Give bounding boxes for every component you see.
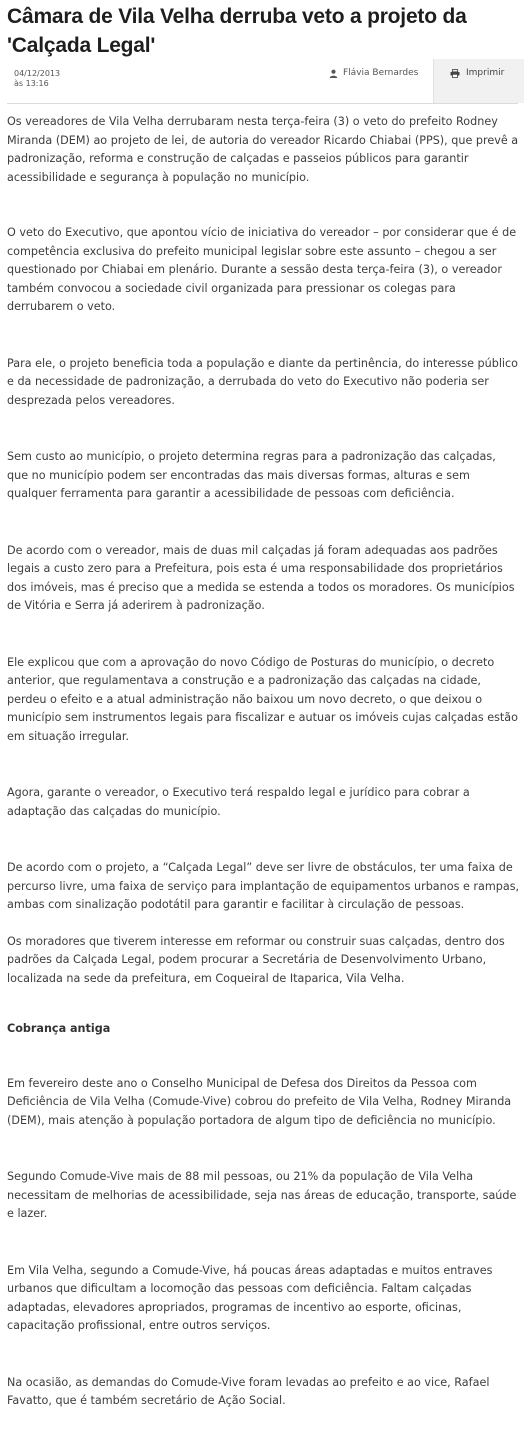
article-paragraph: Agora, garante o vereador, o Executivo terá respaldo legal e jurídico para cobrar a adaptação das calçadas do município. <box>7 786 470 818</box>
article-paragraph: Os vereadores de Vila Velha derrubaram nesta terça-feira (3) o veto do prefeito Rodney Miranda (DEM) ao projeto de lei, de autoria do vereador Ricardo Chiabai (PPS), que prevê a padronização, reforma e construção de calçadas e passeios públicos para garantir acessibilidade e segurança à população no município. <box>7 115 519 184</box>
printer-icon <box>450 69 460 78</box>
section-subheading: Cobrança antiga <box>7 1022 111 1035</box>
article-paragraph: Em Vila Velha, segundo a Comude-Vive, há poucas áreas adaptadas e muitos entraves urbanos que dificultam a locomoção das pessoas com deficiência. Faltam calçadas adaptadas, elevadores apropriados, programas de incentivo ao esporte, oficinas, capacitação profissional, entre outros serviços. <box>7 1263 493 1332</box>
author-byline <box>329 68 418 78</box>
article-paragraph: Sem custo ao município, o projeto determina regras para a padronização das calçadas, que no município podem ser encontradas das mais diversas formas, alturas e sem qualquer ferramenta para garantir a acessibilidade de pessoas com deficiência. <box>7 450 496 500</box>
publish-date-day: 04/12/2013 <box>14 69 61 78</box>
article-paragraph: De acordo com o vereador, mais de duas mil calçadas já foram adequadas aos padrões legais a custo zero para a Prefeitura, pois esta é uma responsabilidade dos proprietários dos imóveis, mas é preciso que a medida se estenda a todos os moradores. Os municípios de Vitória e Serra já aderirem à padronização. <box>7 543 515 612</box>
publish-date <box>14 69 60 89</box>
publish-date-time: às 13:16 <box>14 79 49 88</box>
author-name: Flávia Bernardes <box>343 68 419 78</box>
article-paragraph: O veto do Executivo, que apontou vício de iniciativa do vereador – por considerar que é de competência exclusiva do prefeito municipal legislar sobre este assunto – chegou a ser questionado por Chiabai em plenário. Durante a sessão desta terça-feira (3), o vereador também convocou a sociedade civil organizada para pressionar os colegas para derrubarem o veto. <box>7 226 517 313</box>
article-paragraph: Ele explicou que com a aprovação do novo Código de Posturas do município, o decreto anterior, que regulamentava a construção e a padronização das calçadas na cidade, perdeu o efeito e a atual administração não baixou um novo decreto, o que deixou o município sem instrumentos legais para fiscalizar e autuar os imóveis cujas calçadas estão em situação irregular. <box>7 655 519 743</box>
article-paragraph: Na ocasião, as demandas do Comude-Vive foram levadas ao prefeito e ao vice, Rafael Favatto, que é também secretário de Ação Social. <box>7 1375 490 1407</box>
article-paragraph: Para ele, o projeto beneficia toda a população e diante da pertinência, do interesse público e da necessidade de padronização, a derrubada do veto do Executivo não poderia ser desprezada pelos vereadores. <box>7 356 519 407</box>
article-body <box>7 113 520 1411</box>
article-paragraph: Segundo Comude-Vive mais de 88 mil pessoas, ou 21% da população de Vila Velha necessitam de melhorias de acessibilidade, seja nas áreas de educação, transporte, saúde e lazer. <box>7 1170 517 1220</box>
article-title: Câmara de Vila Velha derruba veto a projeto da 'Calçada Legal' <box>7 5 467 57</box>
print-label: Imprimir <box>466 68 505 78</box>
article-paragraph: De acordo com o projeto, a “Calçada Legal” deve ser livre de obstáculos, ter uma faixa de percurso livre, uma faixa de serviço para implantação de equipamentos urbanos e rampas, ambas com sinalização podotátil para garantir e facilitar à circulação de pessoas. <box>7 861 520 911</box>
article-meta-bar <box>7 59 518 104</box>
article-paragraph: Os moradores que tiverem interesse em reformar ou construir suas calçadas, dentro dos padrões da Calçada Legal, podem procurar a Secretária de Desenvolvimento Urbano, localizada na sede da prefeitura, em Coqueiral de Itaparica, Vila Velha. <box>7 934 505 985</box>
print-area <box>433 59 524 103</box>
user-icon <box>329 69 338 78</box>
article-paragraph: Em fevereiro deste ano o Conselho Municipal de Defesa dos Direitos da Pessoa com Deficiência de Vila Velha (Comude-Vive) cobrou do prefeito de Vila Velha, Rodney Miranda (DEM), mais atenção à população portadora de algum tipo de deficiência no município. <box>7 1076 512 1127</box>
print-button[interactable] <box>450 68 504 78</box>
